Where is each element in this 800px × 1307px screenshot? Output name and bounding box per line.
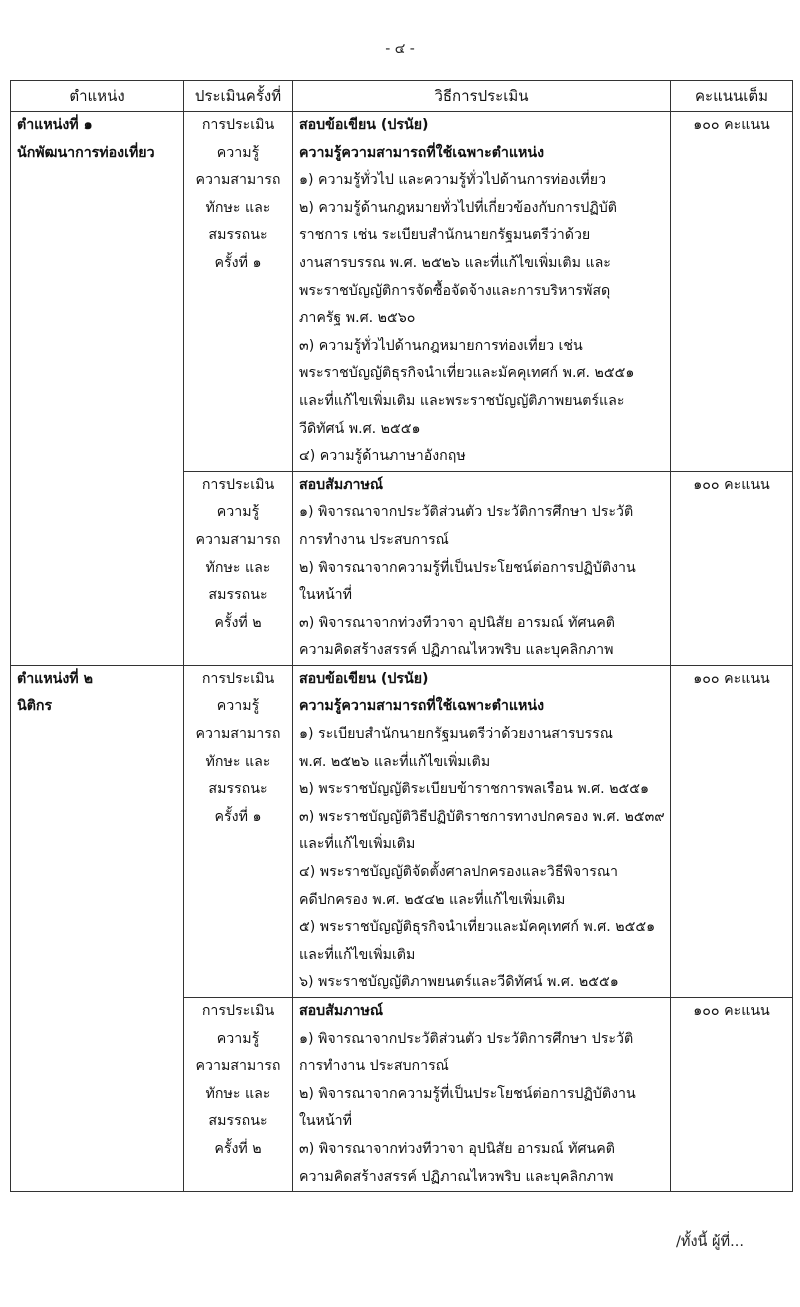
round-label-line: ทักษะ และ [205,753,271,770]
round-label-line: สมรรถนะ [208,1113,268,1130]
method-item-line: ๑) พิจารณาจากประวัติส่วนตัว ประวัติการศึกษา ประวัติ [299,1030,634,1047]
method-heading: สอบสัมภาษณ์ [299,476,384,493]
round-label-line: การประเมิน [201,670,275,687]
round-cell [184,665,293,997]
method-item-line: คดีปกครอง พ.ศ. ๒๕๔๒ และที่แก้ไขเพิ่มเติม [299,891,566,908]
full-score-cell: ๑๐๐ คะแนน [671,998,793,1192]
method-cell [293,665,671,997]
method-item-line: ๑) พิจารณาจากประวัติส่วนตัว ประวัติการศึกษา ประวัติ [299,504,634,521]
position-title-line: นักพัฒนาการท่องเที่ยว [17,144,155,161]
method-item-line: ๓) ความรู้ทั่วไปด้านกฎหมายการท่องเที่ยว เช่น [299,337,583,354]
method-item-line: ๔) ความรู้ด้านภาษาอังกฤษ [299,448,466,465]
method-item-line: ๓) พิจารณาจากท่วงทีวาจา อุปนิสัย อารมณ์ ทัศนคติ [299,614,615,631]
method-item-line: ความคิดสร้างสรรค์ ปฏิภาณไหวพริบ และบุคลิกภาพ [299,642,614,659]
round-label-line: การประเมิน [201,476,275,493]
position-title-line: ตำแหน่งที่ ๒ [17,670,93,687]
method-item-line: ภาครัฐ พ.ศ. ๒๕๖๐ [299,310,416,327]
method-item-line: ๔) พระราชบัญญัติจัดตั้งศาลปกครองและวิธีพิจารณา [299,864,618,881]
method-item-line: ๒) ความรู้ด้านกฎหมายทั่วไปที่เกี่ยวข้องกับการปฏิบัติ [299,199,617,216]
round-label-line: ความรู้ [216,1030,260,1047]
round-label-line: ความสามารถ [195,531,281,548]
method-item-line: การทำงาน ประสบการณ์ [299,531,449,548]
evaluation-table [10,80,793,1192]
round-label-line: ครั้งที่ ๒ [214,1140,262,1157]
round-label-line: การประเมิน [201,1003,275,1019]
table-row [11,665,793,997]
round-label-line: ความสามารถ [195,726,281,743]
method-item-line: ราชการ เช่น ระเบียบสำนักนายกรัฐมนตรีว่าด้วย [299,227,591,244]
table-header-row [11,81,793,112]
header-position: ตำแหน่ง [11,81,184,112]
method-item-line: ๑) ระเบียบสำนักนายกรัฐมนตรีว่าด้วยงานสารบรรณ [299,726,613,743]
method-item-line: ๒) พิจารณาจากความรู้ที่เป็นประโยชน์ต่อการปฏิบัติงาน [299,559,636,576]
round-label-line: สมรรถนะ [208,227,268,244]
method-item-line: ๑) ความรู้ทั่วไป และความรู้ทั่วไปด้านการท่องเที่ยว [299,172,607,189]
table-row [11,112,793,472]
round-label-line: ทักษะ และ [205,199,271,216]
method-item-line: วีดิทัศน์ พ.ศ. ๒๕๕๑ [299,420,421,437]
method-item-line: ๕) พระราชบัญญัติธุรกิจนำเที่ยวและมัคคุเทศก์ พ.ศ. ๒๕๕๑ [299,919,656,936]
method-item-line: การทำงาน ประสบการณ์ [299,1058,449,1075]
method-subheading: ความรู้ความสามารถที่ใช้เฉพาะตำแหน่ง [299,698,544,715]
method-item-line: พระราชบัญญัติธุรกิจนำเที่ยวและมัคคุเทศก์ พ.ศ. ๒๕๕๑ [299,365,635,382]
method-item-line: และที่แก้ไขเพิ่มเติม และพระราชบัญญัติภาพยนตร์และ [299,392,625,409]
round-label-line: ทักษะ และ [205,559,271,576]
full-score-cell: ๑๐๐ คะแนน [671,112,793,472]
continuation-note: /ทั้งนี้ ผู้ที่... [676,1234,744,1250]
method-cell [293,998,671,1192]
method-item-line: ในหน้าที่ [299,1113,352,1130]
method-cell [293,112,671,472]
round-label-line: ครั้งที่ ๑ [214,808,262,825]
position-title-line: ตำแหน่งที่ ๑ [17,117,93,133]
page-number: - ๔ - [385,41,415,57]
header-method: วิธีการประเมิน [293,81,671,112]
method-item-line: และที่แก้ไขเพิ่มเติม [299,836,416,853]
header-round: ประเมินครั้งที่ [184,81,293,112]
method-heading: สอบข้อเขียน (ปรนัย) [299,117,429,133]
method-item-line: พระราชบัญญัติการจัดซื้อจัดจ้างและการบริหารพัสดุ [299,282,611,299]
round-label-line: ความรู้ [216,144,260,161]
round-label-line: สมรรถนะ [208,781,268,798]
round-cell [184,998,293,1192]
method-item-line: ๒) พระราชบัญญัติระเบียบข้าราชการพลเรือน พ.ศ. ๒๕๕๑ [299,781,650,798]
position-cell [11,112,184,666]
round-label-line: ครั้งที่ ๒ [214,614,262,631]
full-score-cell: ๑๐๐ คะแนน [671,665,793,997]
round-cell [184,471,293,665]
round-label-line: ความสามารถ [195,1058,281,1075]
method-item-line: ในหน้าที่ [299,587,352,604]
round-label-line: ความรู้ [216,504,260,521]
method-item-line: ๓) พิจารณาจากท่วงทีวาจา อุปนิสัย อารมณ์ ทัศนคติ [299,1140,615,1157]
round-label-line: ความรู้ [216,698,260,715]
method-heading: สอบข้อเขียน (ปรนัย) [299,670,429,687]
method-item-line: พ.ศ. ๒๕๒๖ และที่แก้ไขเพิ่มเติม [299,753,491,770]
method-item-line: ความคิดสร้างสรรค์ ปฏิภาณไหวพริบ และบุคลิกภาพ [299,1168,614,1185]
round-label-line: ทักษะ และ [205,1085,271,1102]
method-heading: สอบสัมภาษณ์ [299,1003,384,1019]
method-subheading: ความรู้ความสามารถที่ใช้เฉพาะตำแหน่ง [299,144,544,161]
round-label-line: ครั้งที่ ๑ [214,254,262,271]
method-item-line: ๖) พระราชบัญญัติภาพยนตร์และวีดิทัศน์ พ.ศ. ๒๕๕๑ [299,974,619,991]
round-cell [184,112,293,472]
round-label-line: การประเมิน [201,117,275,133]
method-item-line: ๒) พิจารณาจากความรู้ที่เป็นประโยชน์ต่อการปฏิบัติงาน [299,1085,636,1102]
round-label-line: ความสามารถ [195,172,281,189]
header-full-score: คะแนนเต็ม [671,81,793,112]
full-score-cell: ๑๐๐ คะแนน [671,471,793,665]
method-cell [293,471,671,665]
position-cell [11,665,184,1191]
method-item-line: และที่แก้ไขเพิ่มเติม [299,946,416,963]
round-label-line: สมรรถนะ [208,587,268,604]
table-body [11,112,793,1192]
method-item-line: ๓) พระราชบัญญัติวิธีปฏิบัติราชการทางปกครอง พ.ศ. ๒๕๓๙ [299,808,665,825]
method-item-line: งานสารบรรณ พ.ศ. ๒๕๒๖ และที่แก้ไขเพิ่มเติม และ [299,254,611,271]
position-title-line: นิติกร [17,698,53,715]
